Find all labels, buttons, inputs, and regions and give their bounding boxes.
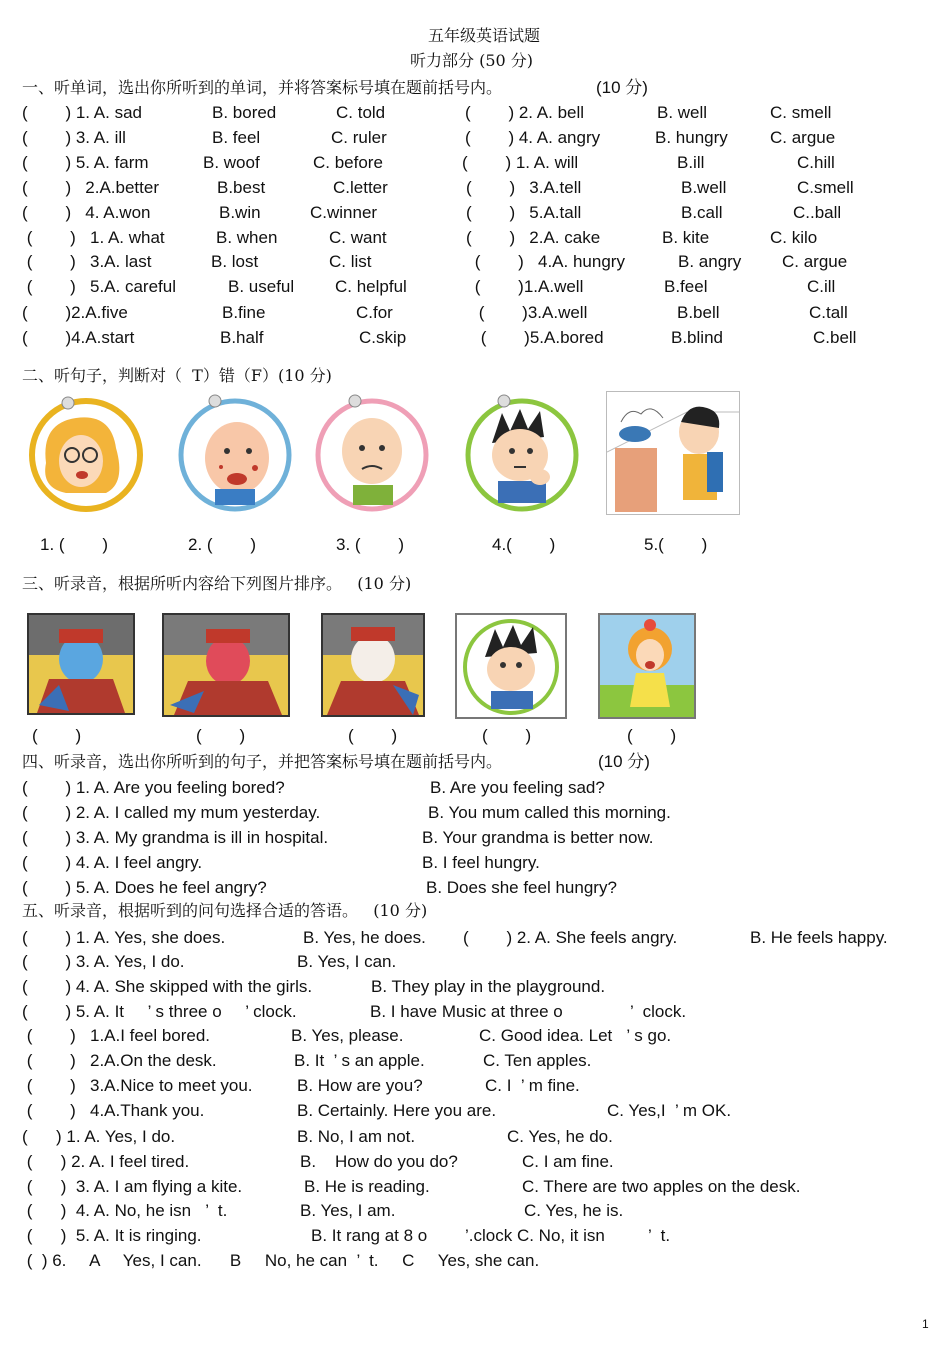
section1-row3-col4: ( ) 1. A. will [462, 153, 579, 172]
section1-row2-col2: B. feel [212, 128, 261, 147]
section5-row13-col4: ’ t. [648, 1226, 671, 1245]
section1-row9-col4: ( )3.A.well [474, 303, 588, 322]
section5-row1-col3: ( ) 2. A. She feels angry. [463, 928, 678, 947]
section1-row6-col4: ( ) 2.A. cake [466, 228, 601, 247]
section1-row4-col4: ( ) 3.A.tell [466, 178, 582, 197]
section1-row3-col1: ( ) 5. A. farm [22, 153, 149, 172]
section5-row13-col2: B. It rang at 8 o [311, 1226, 428, 1245]
section1-row9-col1: ( )2.A.five [22, 303, 128, 322]
section4-question-5: ( ) 5. A. Does he feel angry? [22, 878, 267, 897]
section1-row3-col5: B.ill [677, 153, 705, 172]
section3-answer-3[interactable]: ( ) [348, 726, 398, 745]
section1-row5-col1: ( ) 4. A.won [22, 203, 151, 222]
section5-row2-col1: ( ) 3. A. Yes, I do. [22, 952, 185, 971]
section5-row6-col1: ( ) 2.A.On the desk. [22, 1051, 217, 1070]
section1-row7-col4: ( ) 4.A. hungry [470, 252, 625, 271]
section5-row10-col3: C. I am fine. [522, 1152, 614, 1171]
section4-question-2: ( ) 2. A. I called my mum yesterday. [22, 803, 321, 822]
section5-row13-col3: ’.clock C. No, it isn [465, 1226, 605, 1245]
section5-row4-col3: ’ clock. [630, 1002, 687, 1021]
section1-row9-col2: B.fine [222, 303, 266, 322]
section5-row11-col2: B. He is reading. [304, 1177, 430, 1196]
section1-row8-col5: B.feel [664, 277, 708, 296]
section1-row4-col2: B.best [217, 178, 266, 197]
section3-answer-4[interactable]: ( ) [482, 726, 532, 745]
page-number: 1 [922, 1317, 929, 1331]
section2-heading: 二、听句子，判断对（ T）错（F）(10 分) [22, 366, 332, 385]
section5-row12-col2: B. Yes, I am. [300, 1201, 396, 1220]
section1-row2-col3: C. ruler [331, 128, 387, 147]
picture-opera-red-face [162, 613, 290, 717]
section1-row10-col1: ( )4.A.start [22, 328, 135, 347]
section5-row9-col1: ( ) 1. A. Yes, I do. [22, 1127, 176, 1146]
section3-heading: 三、听录音，根据所听内容给下列图片排序。 (10 分) [22, 574, 412, 593]
section5-row8-col3: C. Yes,I ’ m OK. [607, 1101, 732, 1120]
section5-heading: 五、听录音，根据听到的问句选择合适的答语。 (10 分) [22, 901, 428, 920]
section5-row7-col2: B. How are you? [297, 1076, 423, 1095]
section4-option-b-5: B. Does she feel hungry? [426, 878, 617, 897]
section1-row8-col3: C. helpful [335, 277, 407, 296]
section1-row4-col1: ( ) 2.A.better [22, 178, 159, 197]
section1-row9-col6: C.tall [809, 303, 848, 322]
picture-girl-outdoor [598, 613, 696, 719]
section1-row1-col3: C. told [336, 103, 386, 122]
section1-row9-col5: B.bell [677, 303, 720, 322]
section5-row2-col2: B. Yes, I can. [297, 952, 397, 971]
picture-bald-sick-boy [175, 393, 295, 513]
section1-row7-col6: C. argue [782, 252, 848, 271]
section1-row1-col4: ( ) 2. A. bell [465, 103, 585, 122]
section4-question-4: ( ) 4. A. I feel angry. [22, 853, 203, 872]
picture-boy-smelling-food [606, 391, 740, 515]
section2-answer-4[interactable]: 4.( ) [492, 535, 556, 554]
section1-row5-col6: C..ball [793, 203, 842, 222]
section1-row10-col3: C.skip [359, 328, 407, 347]
section1-row7-col2: B. lost [211, 252, 259, 271]
section4-heading: 四、听录音，选出你所听到的句子，并把答案标号填在题前括号内。 [22, 752, 503, 771]
picture-opera-white-face [321, 613, 425, 717]
section1-row10-col6: C.bell [813, 328, 857, 347]
section5-row5-col2: B. Yes, please. [291, 1026, 404, 1045]
picture-thinking-boy-2 [455, 613, 567, 719]
section4-option-b-4: B. I feel hungry. [422, 853, 540, 872]
section2-answer-3[interactable]: 3. ( ) [336, 535, 405, 554]
section1-row3-col3: C. before [313, 153, 383, 172]
section1-row4-col5: B.well [681, 178, 727, 197]
section1-row2-col4: ( ) 4. A. angry [465, 128, 601, 147]
section1-row6-col3: C. want [329, 228, 387, 247]
section5-row3-col1: ( ) 4. A. She skipped with the girls. [22, 977, 313, 996]
picture-thinking-boy [462, 393, 582, 513]
section5-row8-col1: ( ) 4.A.Thank you. [22, 1101, 205, 1120]
section5-row1-col4: B. He feels happy. [750, 928, 888, 947]
section1-row8-col4: ( )1.A.well [470, 277, 584, 296]
section1-row7-col3: C. list [329, 252, 372, 271]
section4-question-3: ( ) 3. A. My grandma is ill in hospital. [22, 828, 329, 847]
section1-row6-col6: C. kilo [770, 228, 818, 247]
section2-answer-1[interactable]: 1. ( ) [40, 535, 109, 554]
section5-row9-col2: B. No, I am not. [297, 1127, 416, 1146]
section4-option-b-3: B. Your grandma is better now. [422, 828, 654, 847]
section4-score: (10 分) [598, 752, 650, 771]
section1-row1-col5: B. well [657, 103, 708, 122]
section1-row10-col5: B.blind [671, 328, 723, 347]
section5-row13-col1: ( ) 5. A. It is ringing. [22, 1226, 202, 1245]
section5-row11-col1: ( ) 3. A. I am flying a kite. [22, 1177, 243, 1196]
section1-row8-col1: ( ) 5.A. careful [22, 277, 176, 296]
section5-row8-col2: B. Certainly. Here you are. [297, 1101, 497, 1120]
page-subtitle: 听力部分 (50 分) [410, 51, 534, 70]
section5-row11-col3: C. There are two apples on the desk. [522, 1177, 801, 1196]
section1-row2-col1: ( ) 3. A. ill [22, 128, 126, 147]
section5-row4-col1: ( ) 5. A. It ’ s three o ’ clock. [22, 1002, 297, 1021]
section5-row7-col3: C. I ’ m fine. [485, 1076, 580, 1095]
section1-row10-col2: B.half [220, 328, 264, 347]
section4-question-1: ( ) 1. A. Are you feeling bored? [22, 778, 285, 797]
section2-answer-5[interactable]: 5.( ) [644, 535, 708, 554]
picture-sad-boy [315, 393, 430, 513]
section1-row1-col1: ( ) 1. A. sad [22, 103, 142, 122]
section5-row1-col2: B. Yes, he does. [303, 928, 426, 947]
section5-row10-col1: ( ) 2. A. I feel tired. [22, 1152, 190, 1171]
section1-row3-col2: B. woof [203, 153, 260, 172]
section1-row4-col3: C.letter [333, 178, 388, 197]
section1-row8-col6: C.ill [807, 277, 836, 296]
section5-row6-col2: B. It ’ s an apple. [294, 1051, 425, 1070]
section3-answer-5[interactable]: ( ) [627, 726, 677, 745]
section1-row1-col6: C. smell [770, 103, 832, 122]
section1-row6-col5: B. kite [662, 228, 710, 247]
section5-row12-col3: C. Yes, he is. [524, 1201, 624, 1220]
section3-answer-1[interactable]: ( ) [32, 726, 82, 745]
section1-row3-col6: C.hill [797, 153, 835, 172]
section1-row5-col5: B.call [681, 203, 723, 222]
section2-answer-2[interactable]: 2. ( ) [188, 535, 257, 554]
section5-row7-col1: ( ) 3.A.Nice to meet you. [22, 1076, 253, 1095]
section4-option-b-1: B. Are you feeling sad? [430, 778, 605, 797]
section1-row2-col6: C. argue [770, 128, 836, 147]
section1-heading: 一、听单词，选出你所听到的单词，并将答案标号填在题前括号内。 [22, 78, 503, 97]
section1-row2-col5: B. hungry [655, 128, 728, 147]
section5-row6-col3: C. Ten apples. [483, 1051, 592, 1070]
section1-row6-col1: ( ) 1. A. what [22, 228, 165, 247]
section5-row5-col1: ( ) 1.A.I feel bored. [22, 1026, 211, 1045]
section5-row12-col1: ( ) 4. A. No, he isn ’ t. [22, 1201, 228, 1220]
section1-row5-col3: C.winner [310, 203, 378, 222]
picture-opera-blue-face [27, 613, 135, 715]
section1-row10-col4: ( )5.A.bored [476, 328, 604, 347]
section5-row9-col3: C. Yes, he do. [507, 1127, 613, 1146]
section1-row1-col2: B. bored [212, 103, 277, 122]
section3-answer-2[interactable]: ( ) [196, 726, 246, 745]
section1-row5-col2: B.win [219, 203, 261, 222]
section5-row4-col2: B. I have Music at three o [370, 1002, 563, 1021]
section1-row7-col1: ( ) 3.A. last [22, 252, 152, 271]
section1-row6-col2: B. when [216, 228, 278, 247]
section5-row14-col1: ( ) 6. A Yes, I can. B No, he can ’ t. C Yes, she can. [22, 1251, 540, 1270]
section5-row5-col3: C. Good idea. Let ’ s go. [479, 1026, 672, 1045]
section1-row8-col2: B. useful [228, 277, 295, 296]
section1-score: (10 分) [596, 78, 648, 97]
section1-row7-col5: B. angry [678, 252, 742, 271]
section1-row9-col3: C.for [356, 303, 393, 322]
picture-girl-glasses [16, 393, 156, 513]
section1-row5-col4: ( ) 5.A.tall [466, 203, 582, 222]
section5-row10-col2: B. How do you do? [300, 1152, 458, 1171]
section1-row4-col6: C.smell [797, 178, 854, 197]
section5-row1-col1: ( ) 1. A. Yes, she does. [22, 928, 226, 947]
page-title: 五年级英语试题 [428, 26, 541, 45]
section5-row3-col2: B. They play in the playground. [371, 977, 606, 996]
section4-option-b-2: B. You mum called this morning. [428, 803, 671, 822]
